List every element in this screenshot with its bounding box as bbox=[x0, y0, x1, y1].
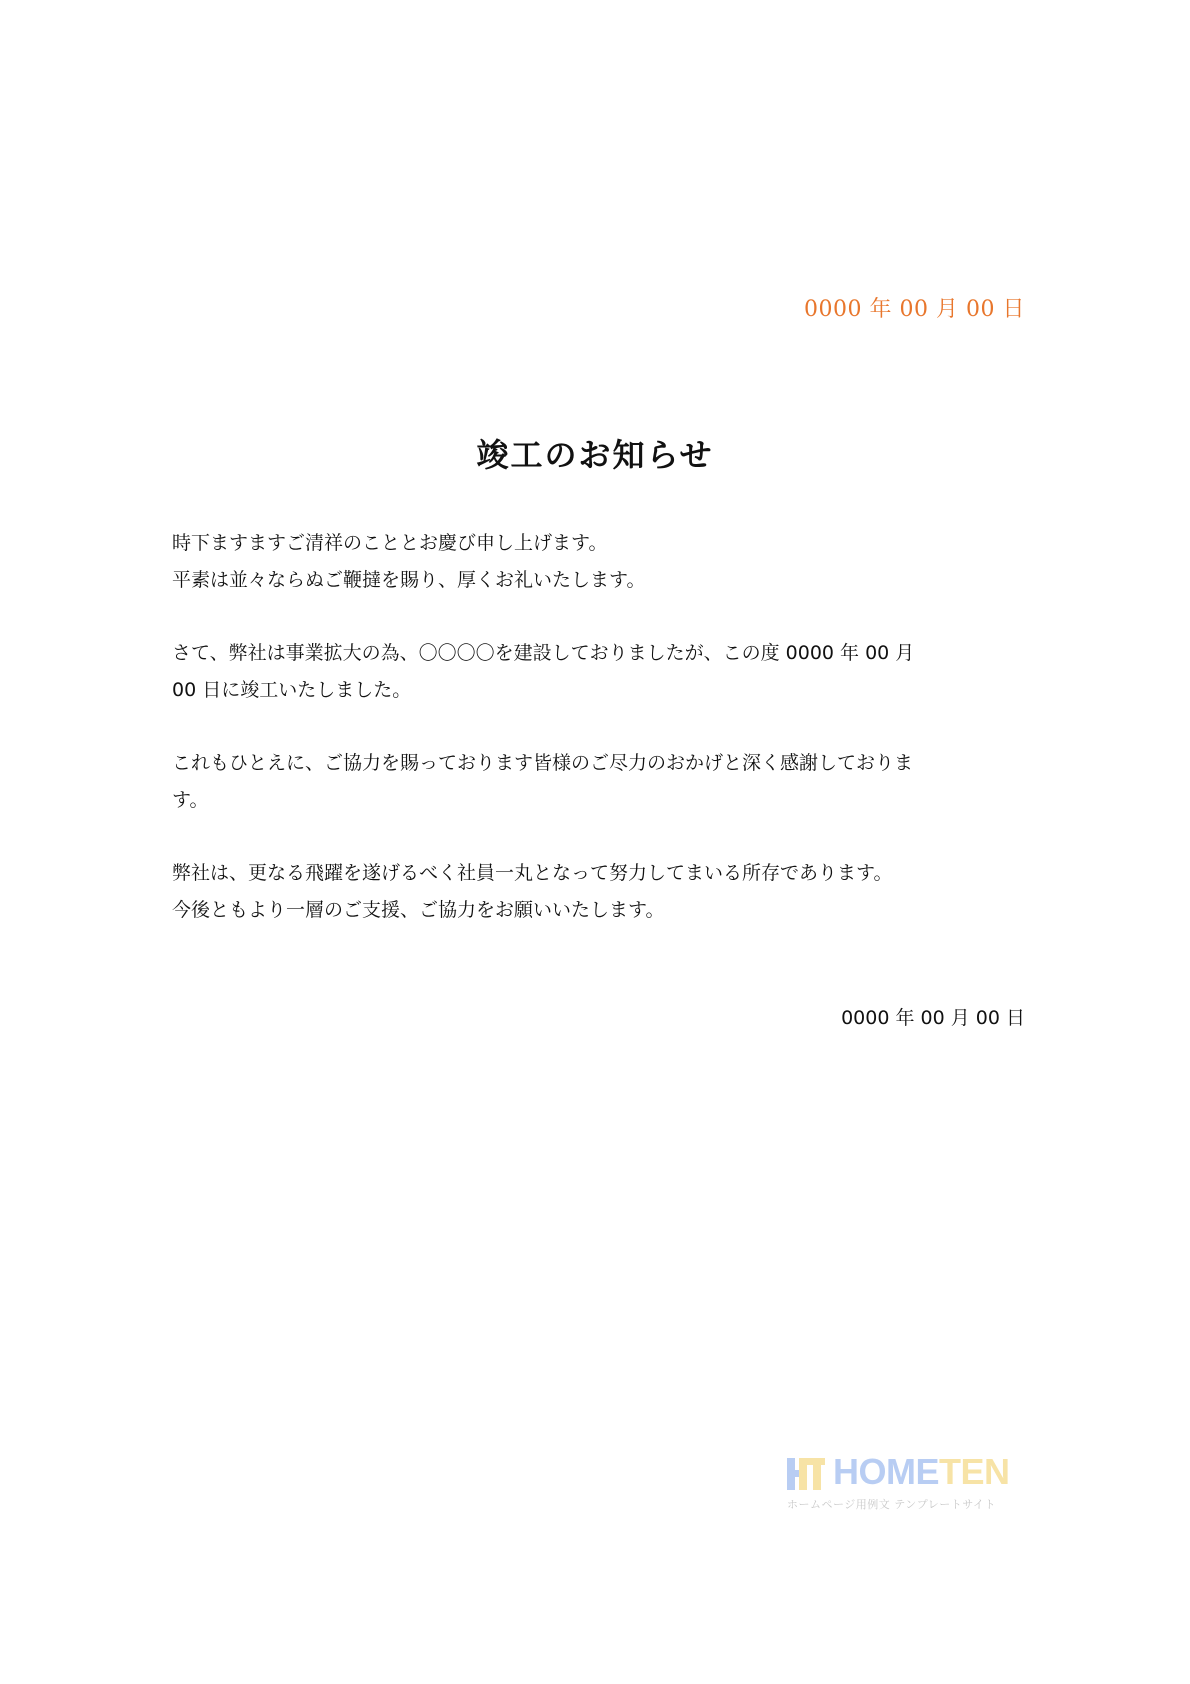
body-line: 平素は並々ならぬご鞭撻を賜り、厚くお礼いたします。 bbox=[172, 569, 646, 591]
body-line: これもひとえに、ご協力を賜っております皆様のご尽力のおかげと深く感謝しておりま bbox=[172, 752, 914, 774]
logo-subtitle: ホームページ用例文 テンプレートサイト bbox=[787, 1498, 997, 1511]
logo-ten-text: TEN bbox=[939, 1451, 1010, 1492]
body-line: さて、弊社は事業拡大の為、〇〇〇〇を建設しておりましたが、この度 0000 年 00 月 bbox=[172, 642, 915, 664]
body-line: 時下ますますご清祥のこととお慶び申し上げます。 bbox=[172, 532, 608, 554]
header-date: 0000 年 00 月 00 日 bbox=[804, 297, 1025, 322]
paragraph-announcement bbox=[172, 635, 1022, 709]
logo-wordmark bbox=[833, 1452, 1010, 1492]
hometen-logo bbox=[785, 1452, 1015, 1512]
paragraph-closing bbox=[172, 855, 1022, 929]
hometen-logo-mark-icon bbox=[785, 1456, 827, 1492]
paragraph-greeting bbox=[172, 525, 1022, 599]
logo-home-text: HOME bbox=[833, 1451, 939, 1492]
body-line: 今後ともより一層のご支援、ご協力をお願いいたします。 bbox=[172, 899, 665, 921]
paragraph-thanks bbox=[172, 745, 1022, 819]
document-title: 竣工のお知らせ bbox=[476, 436, 714, 474]
body-line: 弊社は、更なる飛躍を遂げるべく社員一丸となって努力してまいる所存であります。 bbox=[172, 862, 893, 884]
document-body bbox=[172, 525, 1022, 965]
body-line: 00 日に竣工いたしました。 bbox=[172, 679, 412, 701]
closing-date: 0000 年 00 月 00 日 bbox=[841, 1007, 1025, 1029]
body-line: す。 bbox=[172, 789, 209, 811]
